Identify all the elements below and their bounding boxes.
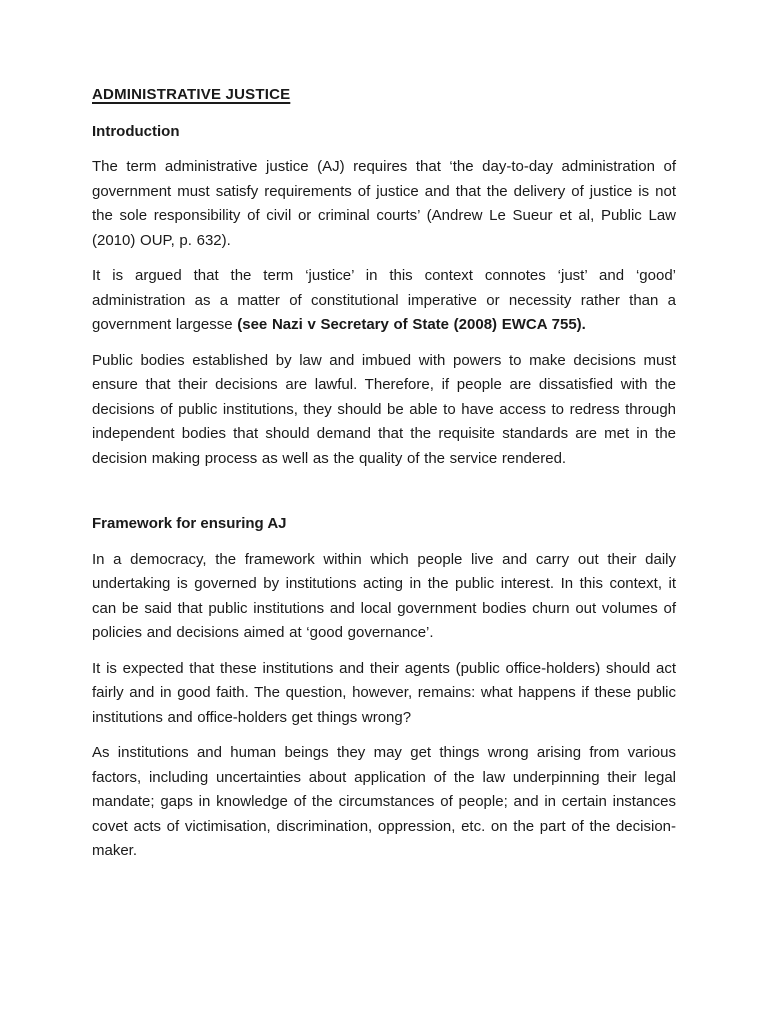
- case-citation-bold: (see Nazi v Secretary of State (2008) EWCA 755).: [237, 316, 586, 333]
- paragraph-term-definition: The term administrative justice (AJ) requires that ‘the day-to-day administration of government must satisfy requirements of justice and that the delivery of justice is not the sole responsibility of civil or criminal courts’ (Andrew Le Sueur et al, Public Law (2010) OUP, p. 632).: [92, 158, 676, 249]
- blank-line-spacer: [92, 482, 676, 512]
- section-heading-introduction: Introduction: [92, 122, 180, 140]
- paragraph-fair-expectation: It is expected that these institutions and their agents (public office-holders) should act fairly and in good faith. The question, however, remains: what happens if these public institutions and office-holders get things wrong?: [92, 659, 676, 726]
- paragraph-things-wrong: As institutions and human beings they may get things wrong arising from various factors, including uncertainties about application of the law underpinning their legal mandate; gaps in knowledge of the circumstances of people; and in certain instances covet acts of victimisation, discrimination, oppression, etc. on the part of the decision-maker.: [92, 744, 676, 859]
- paragraph-democracy-framework: In a democracy, the framework within which people live and carry out their daily undertaking is governed by institutions acting in the public interest. In this context, it can be said that public institutions and local government bodies churn out volumes of policies and decisions aimed at ‘good governance’.: [92, 550, 676, 641]
- paragraph-justice-connotation-text: It is argued that the term ‘justice’ in this context connotes ‘just’ and ‘good’ administration as a matter of constitutional imperative or necessity rather than a government largesse: [92, 267, 676, 333]
- paragraph-public-bodies: Public bodies established by law and imbued with powers to make decisions must ensure that their decisions are lawful. Therefore, if people are dissatisfied with the decisions of public institutions, they should be able to have access to redress through independent bodies that should demand that the requisite standards are met in the decision making process as well as the quality of the service rendered.: [92, 351, 676, 467]
- document-title: ADMINISTRATIVE JUSTICE: [92, 86, 291, 103]
- section-heading-framework: Framework for ensuring AJ: [92, 515, 287, 532]
- paragraph-justice-connotation: [92, 264, 676, 338]
